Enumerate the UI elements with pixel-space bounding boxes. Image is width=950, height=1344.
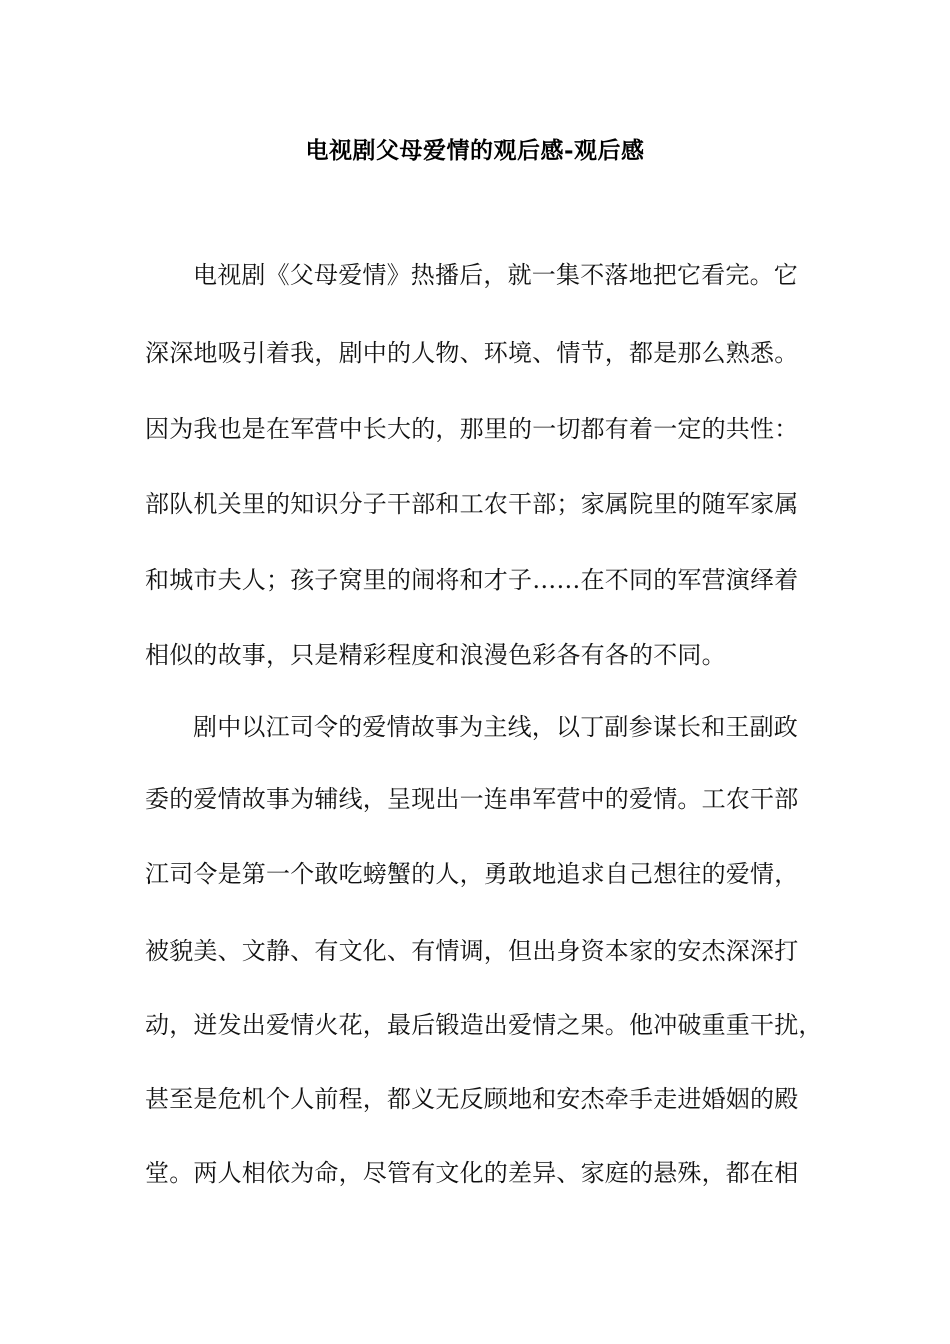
paragraph-1-line-4: 部队机关里的知识分子干部和工农干部；家属院里的随军家属 (145, 490, 799, 518)
paragraph-1-line-1: 电视剧《父母爱情》热播后，就一集不落地把它看完。它 (193, 261, 798, 289)
paragraph-2-line-3: 江司令是第一个敢吃螃蟹的人，勇敢地追求自己想往的爱情， (145, 860, 799, 888)
paragraph-1-line-5: 和城市夫人；孩子窝里的闹将和才子……在不同的军营演绎着 (145, 566, 799, 594)
paragraph-1-line-6: 相似的故事，只是精彩程度和浪漫色彩各有各的不同。 (145, 641, 726, 669)
paragraph-2-line-4: 被貌美、文静、有文化、有情调，但出身资本家的安杰深深打 (145, 937, 799, 965)
paragraph-2-line-6: 甚至是危机个人前程，都义无反顾地和安杰牵手走进婚姻的殿 (145, 1085, 799, 1113)
paragraph-1-line-3: 因为我也是在军营中长大的，那里的一切都有着一定的共性： (145, 415, 799, 443)
paragraph-2-line-1: 剧中以江司令的爱情故事为主线，以丁副参谋长和王副政 (193, 713, 798, 741)
paragraph-2-line-5: 动，迸发出爱情火花，最后锻造出爱情之果。他冲破重重干扰， (145, 1011, 823, 1039)
paragraph-2-line-7: 堂。两人相依为命，尽管有文化的差异、家庭的悬殊，都在相 (145, 1159, 799, 1187)
paragraph-2-line-2: 委的爱情故事为辅线，呈现出一连串军营中的爱情。工农干部 (145, 785, 799, 813)
paragraph-1-line-2: 深深地吸引着我，剧中的人物、环境、情节，都是那么熟悉。 (145, 339, 799, 367)
document-title: 电视剧父母爱情的观后感-观后感 (305, 137, 645, 164)
